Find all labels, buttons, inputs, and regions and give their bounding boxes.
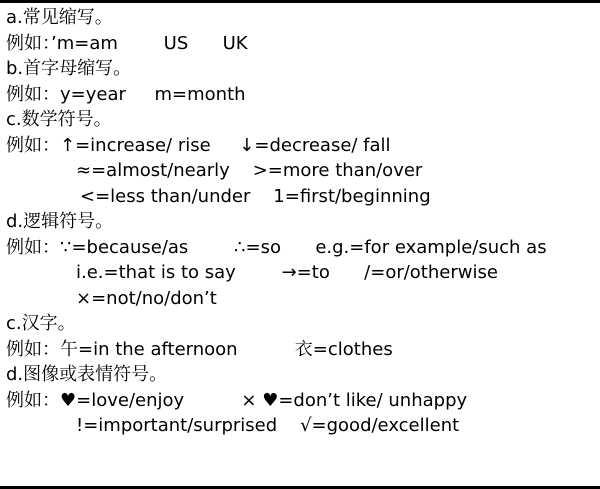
text-line-c-math-example-2: ≈=almost/nearly >=more than/over — [76, 160, 423, 181]
text-line-d-image-example-1: 例如：♥=love/enjoy × ♥=don’t like/ unhappy — [6, 389, 468, 411]
text-line-a-example: 例如：’m=am US UK — [6, 32, 248, 54]
text-line-d-logic-example-2: i.e.=that is to say →=to /=or/otherwise — [76, 262, 498, 283]
text-line-c-math-example-3: <=less than/under 1=first/beginning — [80, 185, 431, 207]
text-line-d-logic-example-1: 例如：∵=because/as ∴=so e.g.=for example/such as — [6, 236, 547, 258]
text-line-d-logic-example-3: ×=not/no/don’t — [76, 287, 217, 309]
text-line-d-image-example-2: !=important/surprised √=good/excellent — [76, 415, 460, 436]
document-body — [0, 3, 600, 439]
text-line-c-math-heading: c.数学符号。 — [6, 109, 112, 130]
text-line-d-image-heading: d.图像或表情符号。 — [6, 364, 168, 385]
text-line-b-example: 例如：y=year m=month — [6, 83, 246, 105]
text-line-b-heading: b.首字母缩写。 — [6, 58, 132, 79]
text-line-c-hanzi-example: 例如：午=in the afternoon 衣=clothes — [6, 338, 393, 360]
text-line-c-hanzi-heading: c.汉字。 — [6, 313, 76, 334]
text-line-a-heading: a.常见缩写。 — [6, 7, 113, 28]
text-line-c-math-example-1: 例如：↑=increase/ rise ↓=decrease/ fall — [6, 134, 391, 156]
text-line-d-logic-heading: d.逻辑符号。 — [6, 211, 114, 232]
